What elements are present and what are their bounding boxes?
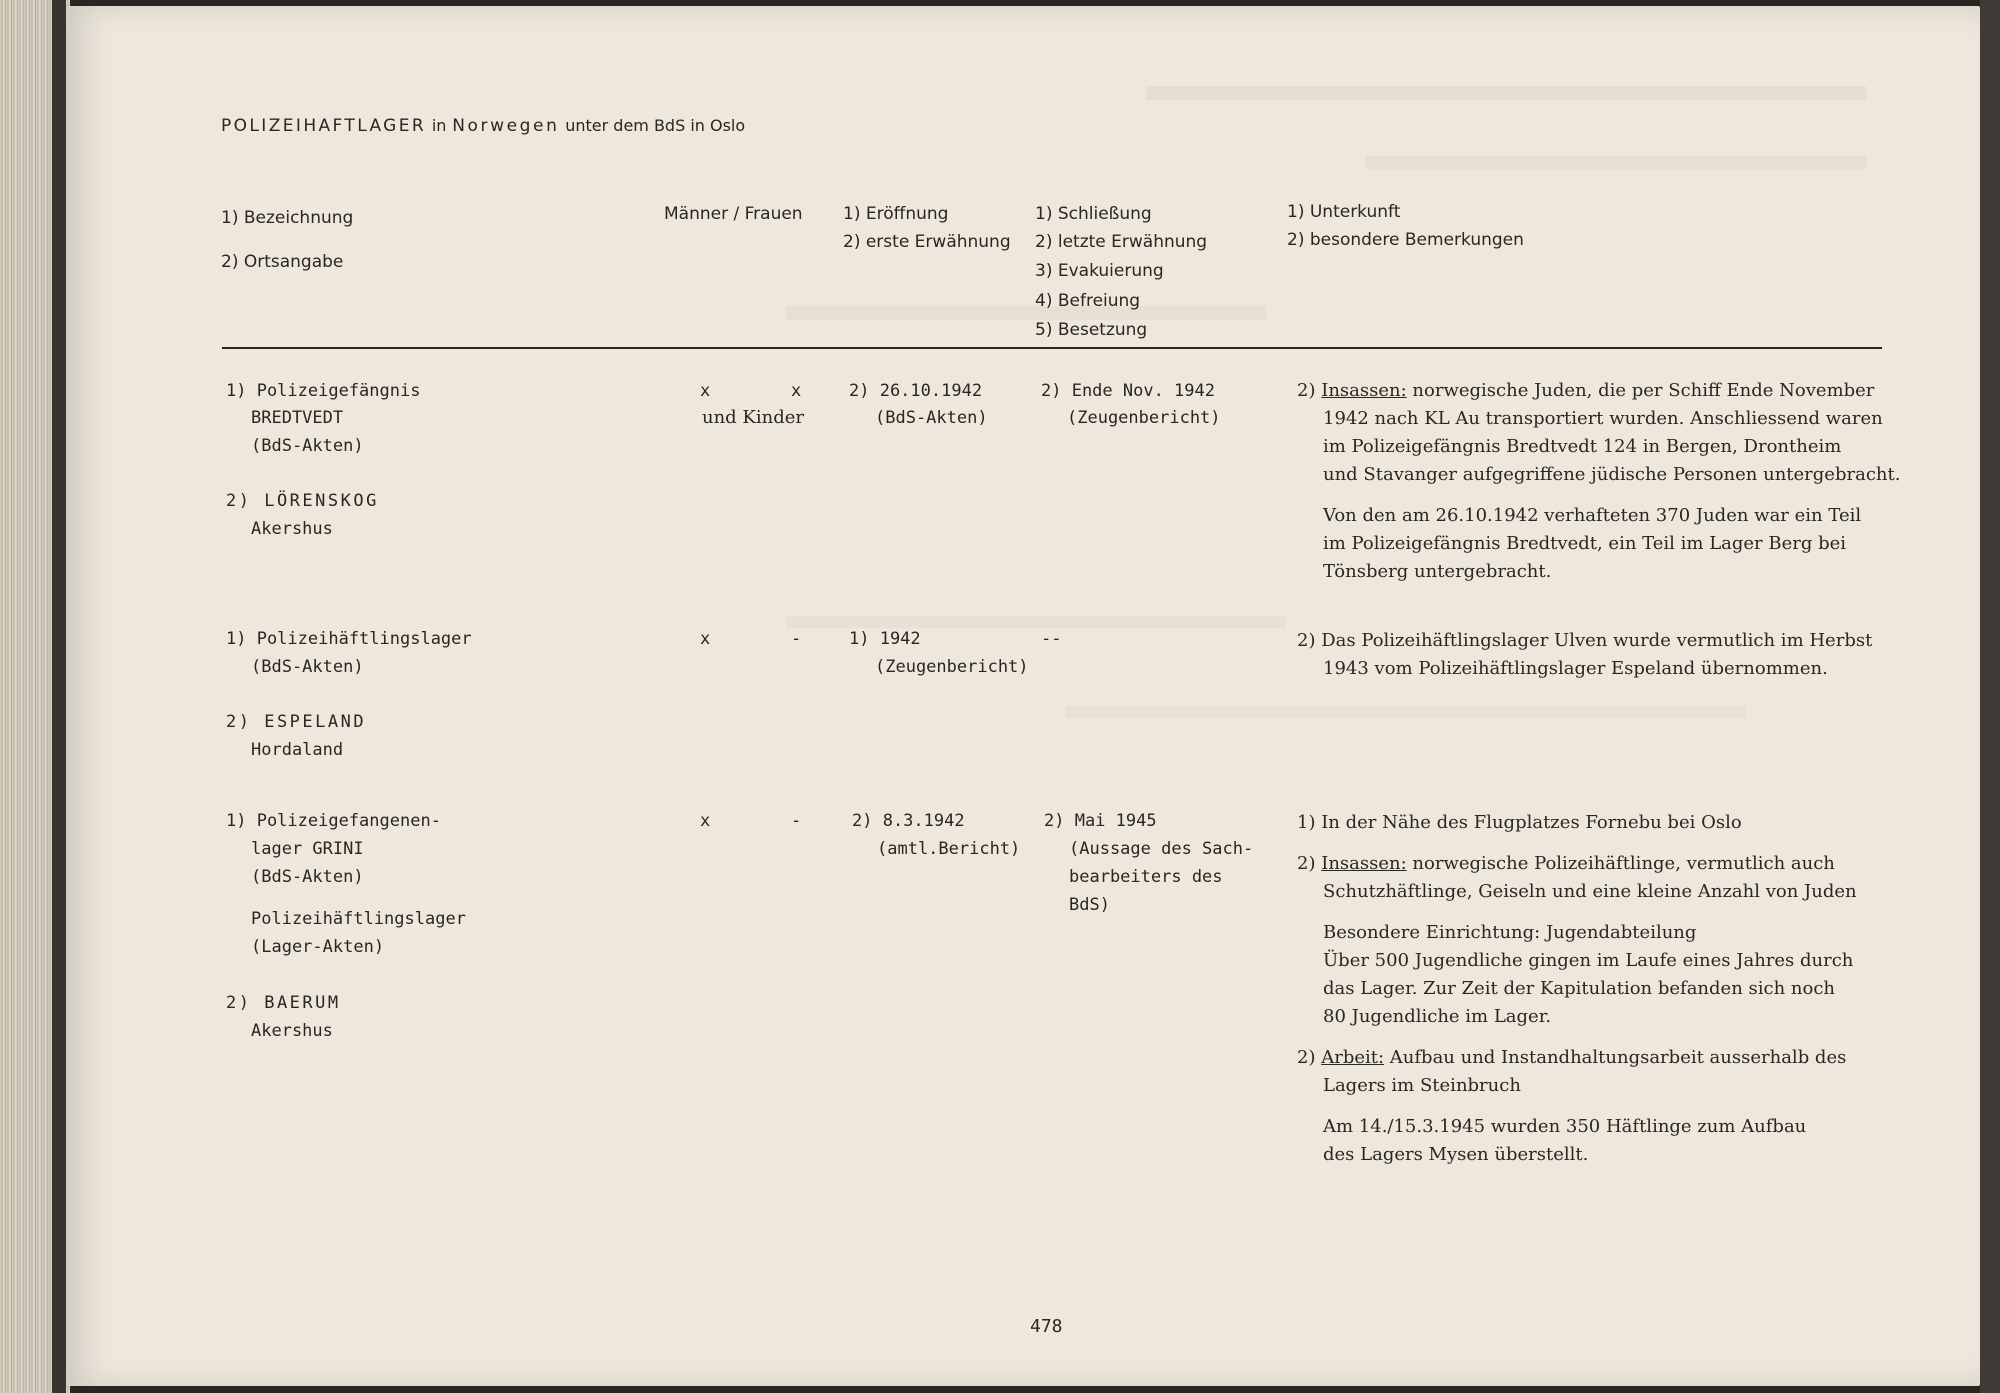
header-col4-line5: 5) Besetzung: [1035, 320, 1148, 340]
header-col3-line2: 2) erste Erwähnung: [843, 232, 1011, 252]
title-caps: POLIZEIHAFTLAGER: [221, 116, 427, 136]
entry3-remarks-special-2: Über 500 Jugendliche gingen im Laufe eines Jahres durch: [1323, 950, 1854, 971]
entry1-opening-2: (BdS-Akten): [875, 408, 988, 428]
book-spine-shadow: [52, 0, 66, 1393]
title-country: Norwegen: [452, 116, 560, 136]
header-rule: [222, 347, 1882, 349]
header-col1-line2: 2) Ortsangabe: [221, 252, 344, 272]
title-in: in: [431, 116, 447, 135]
entry2-remarks-1: 2) Das Polizeihäftlingslager Ulven wurde vermutlich im Herbst: [1297, 630, 1873, 651]
entry3-remarks-r4-1: Am 14./15.3.1945 wurden 350 Häftlinge zum Aufbau: [1323, 1116, 1807, 1137]
entry3-name-2: lager GRINI: [251, 839, 364, 859]
entry1-closing-2: (Zeugenbericht): [1067, 408, 1221, 428]
entry2-opening-2: (Zeugenbericht): [875, 657, 1029, 677]
entry1-remarks-p1-3: im Polizeigefängnis Bredtvedt 124 in Bergen, Drontheim: [1323, 436, 1842, 457]
entry3-remarks-r3-1: Aufbau und Instandhaltungsarbeit ausserhalb des: [1389, 1047, 1847, 1068]
entry1-name-1: 1) Polizeigefängnis: [226, 381, 421, 401]
entry3-women: -: [791, 811, 802, 831]
entry3-name2-1: Polizeihäftlingslager: [251, 909, 466, 929]
entry2-remarks: [1297, 627, 1937, 683]
entry1-name-3: (BdS-Akten): [251, 436, 364, 456]
entry2-women: -: [791, 629, 802, 649]
entry3-name-3: (BdS-Akten): [251, 867, 364, 887]
entry2-men: x: [700, 629, 711, 649]
entry3-remarks-r4-2: des Lagers Mysen überstellt.: [1323, 1144, 1589, 1165]
entry3-remarks-r3-label: Arbeit:: [1321, 1047, 1385, 1068]
header-col5-line2: 2) besondere Bemerkungen: [1287, 230, 1524, 250]
entry2-remarks-2: 1943 vom Polizeihäftlingslager Espeland übernommen.: [1323, 658, 1828, 679]
entry3-remarks-special-4: 80 Jugendliche im Lager.: [1323, 1006, 1552, 1027]
entry3-remarks-r2-num: 2): [1297, 853, 1316, 874]
entry3-name-1: 1) Polizeigefangenen-: [226, 811, 441, 831]
entry3-place-1: 2) BAERUM: [226, 993, 341, 1013]
header-col5-line1: 1) Unterkunft: [1287, 202, 1401, 222]
header-col1-line1: 1) Bezeichnung: [221, 208, 354, 228]
background-right: [1980, 0, 2000, 1393]
entry1-place-2: Akershus: [251, 519, 333, 539]
entry3-remarks-r2-1: norwegische Polizeihäftlinge, vermutlich auch: [1412, 853, 1835, 874]
entry3-closing-4: BdS): [1069, 895, 1110, 915]
entry1-place-1: 2) LÖRENSKOG: [226, 491, 379, 511]
entry1-remarks-label: Insassen:: [1321, 380, 1407, 401]
entry3-men: x: [700, 811, 711, 831]
entry1-extra: und Kinder: [702, 407, 805, 428]
page-number: 478: [1030, 1316, 1063, 1337]
header-col4-line4: 4) Befreiung: [1035, 291, 1141, 311]
entry3-remarks-r1: 1) In der Nähe des Flugplatzes Fornebu bei Oslo: [1297, 812, 1742, 833]
entry1-remarks-p1-4: und Stavanger aufgegriffene jüdische Personen untergebracht.: [1323, 464, 1901, 485]
entry1-opening-1: 2) 26.10.1942: [849, 381, 983, 401]
entry3-opening-2: (amtl.Bericht): [877, 839, 1021, 859]
entry3-closing-3: bearbeiters des: [1069, 867, 1223, 887]
entry1-remarks-p2-1: Von den am 26.10.1942 verhafteten 370 Juden war ein Teil: [1323, 505, 1862, 526]
entry3-opening-1: 2) 8.3.1942: [852, 811, 965, 831]
entry1-remarks-p1-2: 1942 nach KL Au transportiert wurden. Anschliessend waren: [1323, 408, 1883, 429]
entry1-remarks: [1297, 377, 1937, 586]
header-col3-line1: 1) Eröffnung: [843, 204, 949, 224]
entry3-remarks-r3-num: 2): [1297, 1047, 1316, 1068]
entry3-remarks-special-1: Besondere Einrichtung: Jugendabteilung: [1323, 922, 1697, 943]
entry1-women: x: [791, 381, 802, 401]
entry3-place-2: Akershus: [251, 1021, 333, 1041]
entry2-closing-1: --: [1041, 629, 1062, 649]
entry2-name-2: (BdS-Akten): [251, 657, 364, 677]
entry1-closing-1: 2) Ende Nov. 1942: [1041, 381, 1215, 401]
entry2-place-2: Hordaland: [251, 740, 344, 760]
entry1-name-2: BREDTVEDT: [251, 408, 344, 428]
entry2-name-1: 1) Polizeihäftlingslager: [226, 629, 472, 649]
entry1-remarks-p1-1: norwegische Juden, die per Schiff Ende November: [1412, 380, 1875, 401]
entry1-remarks-p2-2: im Polizeigefängnis Bredtvedt, ein Teil im Lager Berg bei: [1323, 533, 1847, 554]
header-col4-line3: 3) Evakuierung: [1035, 261, 1164, 281]
header-col2: Männer / Frauen: [664, 204, 803, 224]
entry3-remarks-r3-2: Lagers im Steinbruch: [1323, 1075, 1521, 1096]
entry1-remarks-p2-3: Tönsberg untergebracht.: [1323, 561, 1552, 582]
entry3-remarks-r2-label: Insassen:: [1321, 853, 1407, 874]
entry3-remarks: [1297, 809, 1937, 1169]
entry3-remarks-special-3: das Lager. Zur Zeit der Kapitulation befanden sich noch: [1323, 978, 1835, 999]
page-title: [221, 114, 745, 138]
entry2-place-1: 2) ESPELAND: [226, 712, 367, 732]
entry3-closing-1: 2) Mai 1945: [1044, 811, 1157, 831]
entry3-remarks-r2-2: Schutzhäftlinge, Geiseln und eine kleine Anzahl von Juden: [1323, 881, 1857, 902]
entry3-name2-2: (Lager-Akten): [251, 937, 385, 957]
header-col4-line2: 2) letzte Erwähnung: [1035, 232, 1208, 252]
entry1-remarks-num: 2): [1297, 380, 1316, 401]
header-col4-line1: 1) Schließung: [1035, 204, 1152, 224]
entry3-closing-2: (Aussage des Sach-: [1069, 839, 1254, 859]
entry1-men: x: [700, 381, 711, 401]
entry2-opening-1: 1) 1942: [849, 629, 921, 649]
title-rest: unter dem BdS in Oslo: [565, 116, 746, 135]
